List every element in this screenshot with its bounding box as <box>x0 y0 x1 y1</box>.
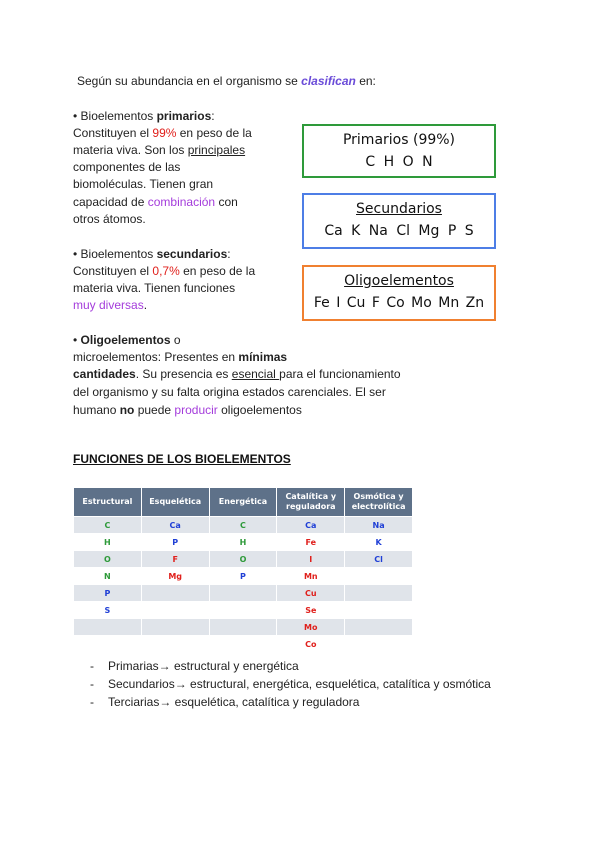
dash-marker: - <box>90 695 94 709</box>
table-header-row <box>74 488 413 517</box>
table-cell: P <box>74 585 142 602</box>
table-cell <box>141 619 209 636</box>
secundarios-l1b: en peso de la <box>179 264 256 278</box>
primarios-l5a: capacidad de <box>73 195 148 209</box>
summary-list <box>90 657 491 711</box>
primarios-line-6 <box>73 193 238 211</box>
table-row <box>74 517 413 534</box>
table-cell <box>345 602 413 619</box>
table-cell: O <box>74 551 142 568</box>
box-primarios-elems: C H O N <box>365 154 433 170</box>
list-item <box>90 693 491 711</box>
oligo-l5b: puede <box>134 403 175 417</box>
table-header: Esquelética <box>141 488 209 517</box>
oligo-line-4: del organismo y su falta origina estados carenciales. El ser <box>73 385 386 399</box>
primarios-bold: primarios <box>156 109 212 123</box>
oligo-l1b: o <box>170 333 181 347</box>
dash-marker: - <box>90 677 94 691</box>
table-cell: H <box>209 534 277 551</box>
table-row <box>74 636 413 653</box>
secundarios-bullet: • Bioelementos <box>73 247 157 261</box>
table-cell: Ca <box>277 517 345 534</box>
box-secundarios <box>302 193 496 249</box>
primarios-bullet: • Bioelementos <box>73 109 157 123</box>
table-cell <box>141 585 209 602</box>
primarios-l5p: combinación <box>147 195 216 209</box>
primarios-l2u: principales <box>187 143 246 157</box>
functions-table <box>73 487 413 653</box>
secundarios-line-4 <box>73 296 147 314</box>
oligo-line-1 <box>73 331 181 349</box>
oligo-l5c: oligoelementos <box>217 403 302 417</box>
secundarios-line-1 <box>73 245 231 263</box>
table-cell: Cl <box>345 551 413 568</box>
intro-highlight: clasifican <box>301 74 356 88</box>
secundarios-l3b: . <box>143 298 148 312</box>
box-primarios-title: Primarios (99%) <box>342 132 456 148</box>
oligo-bullet: • <box>73 333 81 347</box>
table-cell <box>141 636 209 653</box>
table-cell <box>345 619 413 636</box>
oligo-l5a: humano <box>73 403 120 417</box>
table-cell <box>345 585 413 602</box>
oligo-line-2 <box>73 348 287 366</box>
table-cell: Co <box>277 636 345 653</box>
table-cell <box>209 636 277 653</box>
table-row <box>74 619 413 636</box>
secundarios-l1a: Constituyen el <box>73 264 153 278</box>
list-item-text: Primarias→ estructural y energética <box>108 659 299 673</box>
oligo-l3b: para el funcionamiento <box>279 367 401 381</box>
secundarios-line-3: materia viva. Tienen funciones <box>73 281 236 295</box>
intro-line <box>77 72 376 90</box>
table-header: Estructural <box>74 488 142 517</box>
box-secundarios-elems: Ca K Na Cl Mg P S <box>324 223 474 239</box>
table-header: Energética <box>209 488 277 517</box>
intro-end: en: <box>355 74 376 88</box>
oligo-l2a: microelementos: Presentes en <box>73 350 239 364</box>
secundarios-bold: secundarios <box>156 247 228 261</box>
primarios-pct: 99% <box>152 126 177 140</box>
table-cell: Se <box>277 602 345 619</box>
box-primarios <box>302 124 496 178</box>
table-cell <box>141 602 209 619</box>
table-row <box>74 534 413 551</box>
primarios-l2a: materia viva. Son los <box>73 143 188 157</box>
list-item-text: Terciarias→ esquelética, catalítica y reguladora <box>108 695 360 709</box>
table-row <box>74 585 413 602</box>
table-cell: C <box>74 517 142 534</box>
table-cell <box>74 619 142 636</box>
oligo-l3u: esencial <box>231 367 280 381</box>
primarios-line-5: biomoléculas. Tienen gran <box>73 177 214 191</box>
table-cell: K <box>345 534 413 551</box>
table-cell: S <box>74 602 142 619</box>
table-cell: Fe <box>277 534 345 551</box>
table-row <box>74 602 413 619</box>
primarios-l5b: con <box>215 195 238 209</box>
oligo-l3a: . Su presencia es <box>135 367 232 381</box>
dash-marker: - <box>90 659 94 673</box>
intro-text: Según su abundancia en el organismo se <box>77 74 302 88</box>
table-row <box>74 568 413 585</box>
primarios-line-3 <box>73 141 245 159</box>
oligo-l2bold: mínimas <box>238 350 288 364</box>
table-cell: P <box>141 534 209 551</box>
table-cell <box>74 636 142 653</box>
table-cell: H <box>74 534 142 551</box>
table-cell: Mo <box>277 619 345 636</box>
primarios-line-7: otros átomos. <box>73 212 146 226</box>
primarios-colon: : <box>211 109 215 123</box>
oligo-bold: Oligoelementos <box>80 333 171 347</box>
table-cell: Mg <box>141 568 209 585</box>
primarios-line-4: componentes de las <box>73 160 181 174</box>
list-item <box>90 657 491 675</box>
oligo-l5p: producir <box>174 403 218 417</box>
list-item <box>90 675 491 693</box>
table-cell: O <box>209 551 277 568</box>
table-cell: N <box>74 568 142 585</box>
secundarios-colon: : <box>227 247 231 261</box>
table-cell: Ca <box>141 517 209 534</box>
secundarios-line-2 <box>73 262 255 280</box>
table-cell <box>345 568 413 585</box>
list-item-text: Secundarios→ estructural, energética, esquelética, catalítica y osmótica <box>108 677 491 691</box>
table-cell: C <box>209 517 277 534</box>
oligo-l3bold: cantidades <box>73 367 136 381</box>
table-cell: F <box>141 551 209 568</box>
box-secundarios-title: Secundarios <box>356 201 442 217</box>
oligo-line-3 <box>73 365 401 383</box>
table-row <box>74 551 413 568</box>
table-cell: Mn <box>277 568 345 585</box>
primarios-l1a: Constituyen el <box>73 126 153 140</box>
primarios-line-2 <box>73 124 252 142</box>
box-oligo <box>302 265 496 321</box>
table-cell <box>209 585 277 602</box>
table-header: Catalítica y reguladora <box>277 488 345 517</box>
table-cell: P <box>209 568 277 585</box>
table-cell <box>209 619 277 636</box>
secundarios-l3p: muy diversas <box>73 298 144 312</box>
table-cell <box>345 636 413 653</box>
table-cell <box>209 602 277 619</box>
box-oligo-elems: Fe I Cu F Co Mo Mn Zn <box>313 295 485 311</box>
oligo-line-5 <box>73 401 302 419</box>
table-cell: Na <box>345 517 413 534</box>
table-cell: Cu <box>277 585 345 602</box>
primarios-line-1 <box>73 107 215 125</box>
oligo-l5bold: no <box>119 403 135 417</box>
table-header: Osmótica y electrolítica <box>345 488 413 517</box>
primarios-l1b: en peso de la <box>176 126 252 140</box>
secundarios-pct: 0,7% <box>152 264 180 278</box>
box-oligo-title: Oligoelementos <box>344 273 454 289</box>
table-cell: I <box>277 551 345 568</box>
section-heading: FUNCIONES DE LOS BIOELEMENTOS <box>73 452 291 466</box>
